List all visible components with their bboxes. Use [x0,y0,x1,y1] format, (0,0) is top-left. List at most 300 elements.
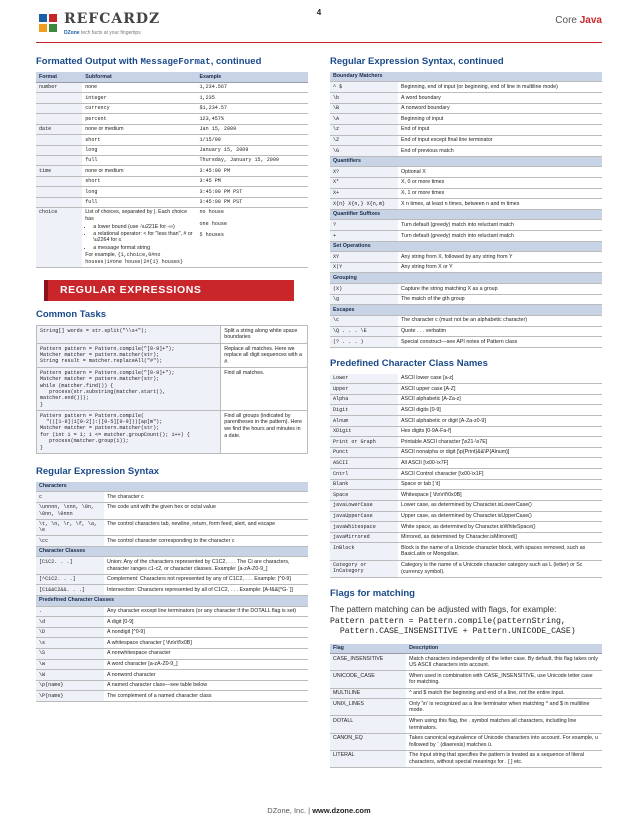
format-row [36,145,308,155]
class-name-row [330,500,602,511]
choice-intro: List of choices, separated by |. Each choice has [85,209,188,223]
syntax-construct: X+ [330,188,398,199]
syntax-row [330,284,602,295]
syntax-row [330,220,602,231]
syntax-construct: \b [330,93,398,104]
format-cell [36,155,82,165]
format-cell: short [82,135,196,145]
logo-tagline: DZone tech facts at your fingertips [64,29,141,36]
syntax-meaning: A nonword boundary [398,103,602,114]
syntax-construct: \D [36,627,104,638]
regex-syntax-table [36,482,308,702]
format-cell: 3:45:00 PM PST [196,187,308,197]
syntax-construct: \S [36,648,104,659]
syntax-construct: (X) [330,284,398,295]
syntax-meaning: Turn default (greedy) match into reluctant match [398,231,602,242]
section-header: Grouping [330,273,602,284]
regex-syntax-continued-table [330,72,602,348]
format-cell: 1/15/09 [196,135,308,145]
syntax-construct: \unnnn, \xnn, \0n, \0nn, \0nnn [36,502,104,519]
section-header-row [330,305,602,316]
header-rule [36,42,602,43]
syntax-meaning: X, 0 or more times [398,177,602,188]
syntax-meaning: A whitespace character [ \t\n\r\f\x0B] [104,638,308,649]
choice-bullet: • a relational operator: < for "less than", # or \u2264 for ≤ [93,231,193,244]
syntax-row [330,124,602,135]
class-description: ASCII alphabetic [A-Za-z] [398,394,602,405]
common-task-row [37,343,308,367]
format-cell [36,114,82,124]
format-cell: full [82,197,196,207]
flag-description: When using this flag, the . symbol matches all characters, including line terminators. [406,716,602,733]
syntax-construct: X? [330,167,398,178]
syntax-row [36,492,308,503]
syntax-meaning: The character c [104,492,308,503]
class-description: ASCII nonalpha or digit [\p{Print}&&\P{Alnum}] [398,447,602,458]
format-cell: long [82,145,196,155]
choice-examples [196,207,308,267]
class-name: Alpha [330,394,398,405]
format-row [36,197,308,207]
flags-table [330,644,602,769]
class-description: White space, as determined by Character.isWhiteSpace() [398,522,602,533]
syntax-row [36,536,308,547]
class-name-row [330,469,602,480]
format-cell: January 15, 2009 [196,145,308,155]
syntax-row [36,659,308,670]
format-row [36,135,308,145]
class-name-row [330,384,602,395]
flag-header-cell: Flag [330,644,406,654]
syntax-row [36,617,308,628]
syntax-meaning: Special construct—see API notes of Pattern class [398,337,602,348]
format-row [36,82,308,93]
flag-row [330,733,602,750]
section-header: Boundary Matchers [330,72,602,82]
class-name: Digit [330,405,398,416]
format-cell: 1,234.567 [196,82,308,93]
format-cell: none or medium [82,124,196,135]
format-cell: percent [82,114,196,124]
format-cell: full [82,155,196,165]
class-name-row [330,374,602,384]
format-cell: choice [36,207,82,267]
format-header-cell: Subformat [82,72,196,82]
class-description: ASCII digits [0-9] [398,405,602,416]
class-name: Alnum [330,416,398,427]
syntax-meaning: Intersection: Characters represented by all of C1C2, . . . Example: [A-f&&[^G-`]] [104,585,308,596]
syntax-row [36,574,308,585]
class-name: javaMirrored [330,532,398,543]
refcardz-logo [36,11,160,36]
syntax-construct: ? [330,220,398,231]
syntax-row [330,146,602,157]
syntax-meaning: Any character except line terminators (or any character if the DOTALL flag is set) [104,606,308,617]
syntax-row [330,294,602,305]
format-cell [36,135,82,145]
syntax-meaning: End of input [398,124,602,135]
syntax-construct: \B [330,103,398,114]
syntax-meaning: The complement of a named character class [104,691,308,702]
syntax-row [36,670,308,681]
syntax-construct: \W [36,670,104,681]
class-name-row [330,522,602,533]
syntax-construct: + [330,231,398,242]
syntax-construct: ^ $ [330,82,398,93]
format-row [36,124,308,135]
section-header: Predefined Character Classes [36,595,308,606]
syntax-construct: \Q . . . \E [330,326,398,337]
class-name: Lower [330,374,398,384]
section-header-row [330,209,602,220]
format-row-choice [36,207,308,267]
flag-name: UNIX_LINES [330,699,406,716]
syntax-row [330,114,602,125]
class-name-row [330,511,602,522]
syntax-construct: \s [36,638,104,649]
class-name: Cntrl [330,469,398,480]
section-header: Characters [36,482,308,492]
choice-bullets [93,224,193,252]
flags-intro: The pattern matching can be adjusted with flags, for example: [330,603,557,614]
common-task-row [37,368,308,411]
format-row [36,93,308,103]
common-task-code [37,325,221,343]
syntax-meaning: Any string from X, followed by any string from Y [398,252,602,263]
syntax-row [330,231,602,242]
syntax-row [36,519,308,536]
flag-description: Match characters independently of the letter case. By default, this flag takes only US ASCII characters into account. [406,654,602,671]
syntax-meaning: A nonword character [104,670,308,681]
choice-description [82,207,196,267]
class-name-row [330,416,602,427]
left-column [36,56,308,702]
regex-syntax-heading: Regular Expression Syntax [36,465,160,477]
syntax-meaning: Union: Any of the characters represented by C1C2, . . . The Ci are characters, character ranges c1-c2, or character classes. Example: [a-zA-Z0-9_] [104,557,308,574]
syntax-construct: \c [330,315,398,326]
flag-name: UNICODE_CASE [330,671,406,688]
flag-row [330,716,602,733]
syntax-meaning: Turn default (greedy) match into reluctant match [398,220,602,231]
syntax-row [330,199,602,210]
common-task-row [37,410,308,453]
class-description: Whitespace [ \t\n\r\f\0x0B] [398,490,602,501]
format-row [36,103,308,113]
flag-name: CASE_INSENSITIVE [330,654,406,671]
format-cell: currency [82,103,196,113]
regex-syntax-continued-heading: Regular Expression Syntax, continued [330,56,504,67]
syntax-meaning: X n times, at least n times, between n and m times [398,199,602,210]
syntax-row [330,188,602,199]
class-name: javaUpperCase [330,511,398,522]
predefined-class-names-heading: Predefined Character Class Names [330,357,488,369]
syntax-row [330,337,602,348]
syntax-construct: \p{name} [36,680,104,691]
predefined-class-names-table [330,374,602,578]
format-cell: date [36,124,82,135]
format-cell [36,93,82,103]
class-name-row [330,543,602,560]
flag-row [330,699,602,716]
syntax-row [330,177,602,188]
syntax-construct: XY [330,252,398,263]
flag-description: ^ and $ match the beginning and end of a line, not the entire input. [406,688,602,699]
class-description: ASCII upper case [A-Z] [398,384,602,395]
format-cell: 3:45:00 PM PST [196,197,308,207]
format-cell: 1,235 [196,93,308,103]
format-row [36,176,308,186]
class-name: InBlock [330,543,398,560]
syntax-meaning: Beginning, end of input (or beginning, end of line in multiline mode) [398,82,602,93]
logo-name: REFCARDZ [64,11,161,27]
format-cell: none or medium [82,166,196,177]
format-row [36,166,308,177]
format-cell: $1,234.57 [196,103,308,113]
format-cell: integer [82,93,196,103]
format-cell: Thursday, January 15, 2009 [196,155,308,165]
format-cell: number [36,82,82,93]
class-name-row [330,426,602,437]
syntax-row [330,93,602,104]
syntax-construct: \z [330,124,398,135]
class-name: Space [330,490,398,501]
class-name: Print or Graph [330,437,398,448]
syntax-construct: X{n} X{n,} X{n,m} [330,199,398,210]
class-description: ASCII Control character [\x00-\x1F] [398,469,602,480]
syntax-construct: \cc [36,536,104,547]
flag-row [330,750,602,767]
format-cell: 123,457% [196,114,308,124]
class-description: Mirrored, as determined by Character.isMirrored() [398,532,602,543]
syntax-meaning: Beginning of input [398,114,602,125]
section-header-row [330,72,602,82]
section-header-row [330,156,602,167]
common-tasks-table [36,325,308,454]
syntax-row [330,315,602,326]
flag-description: The input string that specifies the pattern is treated as a sequence of literal characters, without special meanings for . [ ] etc. [406,750,602,767]
format-cell: 3:45 PM [196,176,308,186]
common-task-code [37,368,221,411]
common-task-row [37,325,308,343]
syntax-meaning: X, 1 or more times [398,188,602,199]
code-block: Pattern pattern = Pattern.compile( "(([1-9]|1[0-2]):([0-5][0-9]))[ap]m"); Matcher matcher = pattern.matcher(str); for (int i = 1; i <= matcher.groupCount(); i++) { process(matcher.group(i)); } [40,412,190,451]
syntax-row [36,648,308,659]
section-header-row [36,595,308,606]
format-cell [36,103,82,113]
class-description: ASCII alphabetic or digit [A-Za-z0-9] [398,416,602,427]
common-task-description: Replace all matches. Here we replace all digit sequences with a #. [221,343,308,367]
common-tasks-heading: Common Tasks [36,309,107,321]
syntax-row [330,167,602,178]
syntax-meaning: A named character class—see table below [104,680,308,691]
code-block: String[] words = str.split("\\s+"); [40,327,147,334]
code-block: Pattern pattern = Pattern.compile("[0-9]+"); Matcher matcher = pattern.matcher(str); String result = matcher.replaceAll("#"); [40,345,175,365]
formatted-output-heading: Formatted Output with MessageFormat, continued [36,56,262,67]
format-cell: long [82,187,196,197]
syntax-row [330,262,602,273]
syntax-row [36,680,308,691]
syntax-row [330,326,602,337]
page-footer: DZone, Inc. | www.dzone.com [267,806,371,815]
syntax-row [330,103,602,114]
syntax-row [36,557,308,574]
common-task-code [37,343,221,367]
class-name: Category or InCategory [330,560,398,577]
syntax-meaning: Quote . . . verbatim [398,326,602,337]
flag-name: LITERAL [330,750,406,767]
class-name-row [330,479,602,490]
class-description: Hex digits [0-9A-Fa-f] [398,426,602,437]
flag-description: Only '\n' is recognized as a line terminator when matching ^ and $ in multiline mode. [406,699,602,716]
section-header: Character Classes [36,546,308,557]
class-name: Punct [330,447,398,458]
syntax-construct: X|Y [330,262,398,273]
class-name-row [330,394,602,405]
format-cell: none [82,82,196,93]
syntax-row [330,135,602,146]
format-row [36,155,308,165]
class-name-row [330,560,602,577]
syntax-row [36,627,308,638]
syntax-row [36,691,308,702]
class-name-row [330,405,602,416]
section-header-row [36,482,308,492]
class-name: Blank [330,479,398,490]
format-cell: time [36,166,82,177]
section-header: Quantifiers [330,156,602,167]
regular-expressions-banner: REGULAR EXPRESSIONS [44,280,294,301]
class-description: Category is the name of a Unicode character category such as L (letter) or Sc (currency symbol). [398,560,602,577]
choice-example-value: one house [199,220,227,227]
section-header-row [330,273,602,284]
common-task-description: Split a string along white space boundaries [221,325,308,343]
format-header-cell: Format [36,72,82,82]
choice-bullet: • a lower bound (use -\u221E for -∞) [93,224,193,231]
format-cell [36,176,82,186]
common-task-description: Find all matches. [221,368,308,411]
flag-description: When used in combination with CASE_INSENSITIVE, use Unicode letter case for matching. [406,671,602,688]
syntax-meaning: A nonwhitespace character [104,648,308,659]
syntax-construct: . [36,606,104,617]
choice-example-label: For example, [85,252,118,259]
syntax-construct: \d [36,617,104,628]
format-cell: 3:45:00 PM [196,166,308,177]
card-topic: Core Java [555,15,602,26]
syntax-meaning: Complement: Characters not represented by any of C1C2, . . . Example: [^0-9] [104,574,308,585]
syntax-construct: \w [36,659,104,670]
class-name-row [330,490,602,501]
code-block: Pattern pattern = Pattern.compile("[0-9]+"); Matcher matcher = pattern.matcher(str); while (matcher.find()) { process(str.substring(matcher.start(), matcher.end())); } [40,370,175,408]
class-name: ASCII [330,458,398,469]
flag-row [330,654,602,671]
syntax-meaning: The code unit with the given hex or octal value [104,502,308,519]
syntax-construct: X* [330,177,398,188]
section-header: Set Operations [330,241,602,252]
syntax-construct: \G [330,146,398,157]
class-name: Upper [330,384,398,395]
syntax-row [330,82,602,93]
flag-header-cell: Description [406,644,602,654]
format-row [36,114,308,124]
syntax-meaning: A digit [0-9] [104,617,308,628]
flag-row [330,671,602,688]
choice-example [85,252,193,265]
class-description: Block is the name of a Unicode character block, with spaces removed, such as BasicLatin or Mongolian. [398,543,602,560]
class-name: javaWhitespace [330,522,398,533]
format-table [36,72,308,268]
class-description: Lower case, as determined by Character.isLowerCase() [398,500,602,511]
choice-example-value: no house [199,209,224,216]
syntax-meaning: End of input except final line terminator [398,135,602,146]
format-cell [36,187,82,197]
format-cell [36,197,82,207]
format-header-cell: Example [196,72,308,82]
choice-example-value: 5 houses [199,232,224,239]
syntax-meaning: The control characters tab, newline, return, form feed, alert, and escape [104,519,308,536]
syntax-construct: [C1&&C2&&. . .] [36,585,104,596]
class-name-row [330,458,602,469]
syntax-meaning: The match of the gth group [398,294,602,305]
syntax-row [36,638,308,649]
syntax-meaning: Any string from X or Y [398,262,602,273]
flag-row [330,688,602,699]
class-description: Printable ASCII character [\x21-\x7E] [398,437,602,448]
flags-heading: Flags for matching [330,587,415,599]
section-header: Escapes [330,305,602,316]
class-description: ASCII lower case [a-z] [398,374,602,384]
refcardz-logo-icon [36,11,60,35]
flag-description: Takes canonical equivalence of Unicode characters into account. For example, u followed by ¨ (diaeresis) matches ü. [406,733,602,750]
flag-name: CANON_EQ [330,733,406,750]
choice-example-code: {1,choice,0#no houses|1#one house|2#{1} houses} [85,252,184,265]
choice-bullet: • a message format string [93,245,193,252]
syntax-construct: \g [330,294,398,305]
format-cell [36,145,82,155]
format-row [36,187,308,197]
class-description: Upper case, as determined by Character.isUpperCase() [398,511,602,522]
class-name-row [330,437,602,448]
format-cell: short [82,176,196,186]
page-number: 4 [316,8,322,17]
section-header: Quantifier Suffixes [330,209,602,220]
syntax-meaning: A word character [a-zA-Z0-9_] [104,659,308,670]
flags-code-example: Pattern pattern = Pattern.compile(patternString, Pattern.CASE_INSENSITIVE + Pattern.UNICODE_CASE) [330,617,576,637]
syntax-construct: [^C1C2. . .] [36,574,104,585]
class-name: javaLowerCase [330,500,398,511]
class-description: Space or tab [ \t] [398,479,602,490]
syntax-row [330,252,602,263]
class-name: XDigit [330,426,398,437]
flag-name: MULTILINE [330,688,406,699]
class-description: All ASCII [\x00-\x7F] [398,458,602,469]
class-name-row [330,447,602,458]
syntax-meaning: The character c (must not be an alphabetic character) [398,315,602,326]
syntax-construct: c [36,492,104,503]
right-column [330,56,602,768]
section-header-row [36,546,308,557]
common-task-code [37,410,221,453]
common-task-description: Find all groups (indicated by parentheses in the pattern). Here we find the hours and minutes in a date. [221,410,308,453]
syntax-meaning: A nondigit [^0-9] [104,627,308,638]
syntax-meaning: The control character corresponding to the character c [104,536,308,547]
syntax-construct: (? . . . ) [330,337,398,348]
syntax-meaning: Capture the string matching X as a group [398,284,602,295]
class-name-row [330,532,602,543]
syntax-construct: \Z [330,135,398,146]
syntax-meaning: A word boundary [398,93,602,104]
syntax-meaning: End of previous match [398,146,602,157]
syntax-construct: [C1C2. . .] [36,557,104,574]
